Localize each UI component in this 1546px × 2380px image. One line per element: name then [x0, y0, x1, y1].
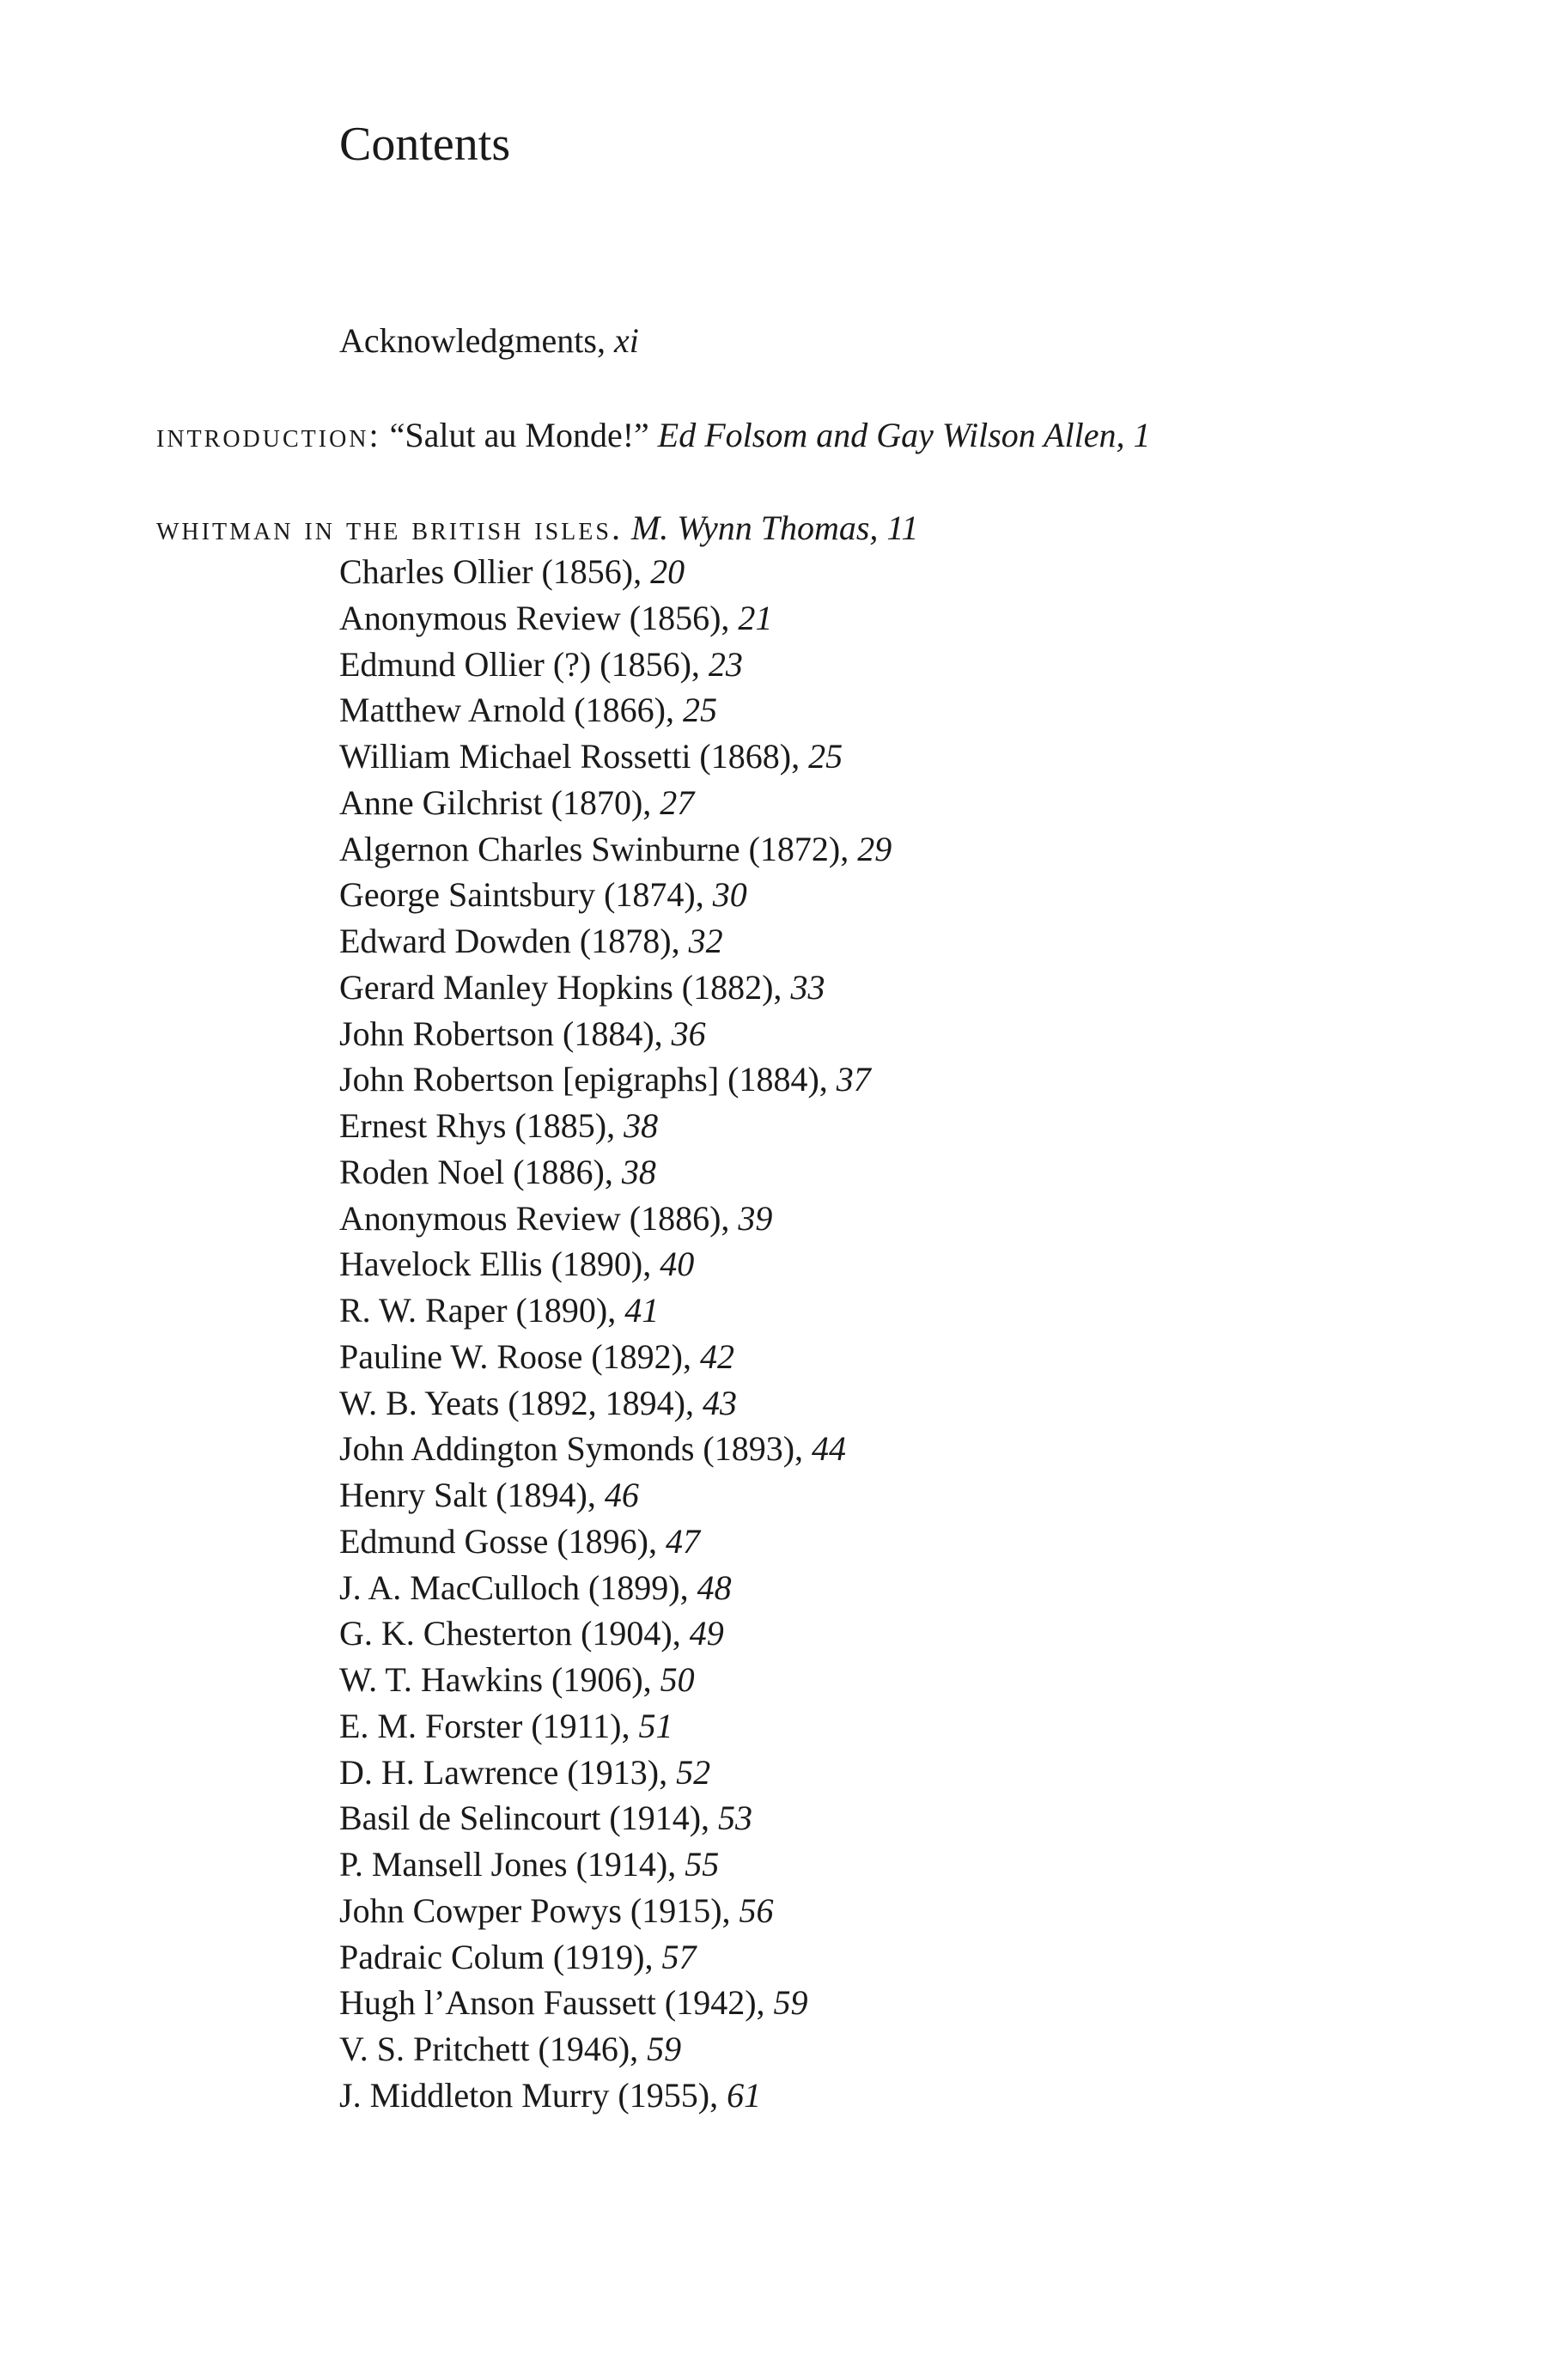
contents-entry: [339, 780, 892, 826]
contents-entry: [339, 1610, 892, 1657]
entry-text: J. Middleton Murry (1955),: [339, 2075, 719, 2115]
entry-text: Pauline W. Roose (1892),: [339, 1336, 691, 1376]
contents-entry: [339, 687, 892, 733]
entry-page: 57: [661, 1937, 697, 1976]
entry-text: Gerard Manley Hopkins (1882),: [339, 967, 782, 1007]
introduction-title: “Salut au Monde!”: [389, 416, 649, 454]
acknowledgments-page: xi: [613, 321, 639, 360]
contents-entry: [339, 642, 892, 688]
contents-entry: [339, 1703, 892, 1750]
entry-text: Charles Ollier (1856),: [339, 552, 642, 591]
entry-text: Hugh l’Anson Faussett (1942),: [339, 1983, 765, 2023]
introduction-authors: Ed Folsom and Gay Wilson Allen,: [657, 416, 1125, 454]
contents-entry: [339, 1980, 892, 2026]
contents-entry: [339, 1287, 892, 1334]
entry-page: 25: [808, 737, 843, 776]
entry-page: 46: [604, 1476, 639, 1514]
page-title: Contents: [339, 118, 511, 171]
entry-text: E. M. Forster (1911),: [339, 1706, 630, 1745]
section-page: 11: [886, 508, 919, 547]
entry-text: Padraic Colum (1919),: [339, 1937, 654, 1976]
contents-entry: [339, 1241, 892, 1287]
entry-page: 61: [727, 2075, 762, 2115]
contents-entry: [339, 1334, 892, 1380]
contents-entry: [339, 1657, 892, 1703]
entry-page: 56: [739, 1890, 774, 1930]
entry-text: Edward Dowden (1878),: [339, 922, 680, 960]
entry-text: Roden Noel (1886),: [339, 1152, 613, 1191]
entry-text: R. W. Raper (1890),: [339, 1291, 617, 1330]
introduction-page: 1: [1133, 416, 1151, 454]
entry-text: Edmund Gosse (1896),: [339, 1521, 657, 1561]
contents-entry: [339, 1565, 892, 1611]
contents-entry: [339, 965, 892, 1011]
entry-text: John Cowper Powys (1915),: [339, 1890, 731, 1930]
entry-text: Anonymous Review (1886),: [339, 1198, 730, 1238]
introduction-entry: [156, 418, 1150, 453]
entry-page: 37: [836, 1060, 871, 1099]
entry-page: 41: [624, 1291, 660, 1330]
entry-text: Havelock Ellis (1890),: [339, 1245, 652, 1284]
entry-page: 30: [712, 875, 747, 915]
contents-entry-list: [339, 549, 892, 2119]
contents-entry: [339, 1841, 892, 1888]
entry-page: 52: [676, 1752, 711, 1792]
entry-text: J. A. MacCulloch (1899),: [339, 1567, 689, 1607]
contents-entry: [339, 2073, 892, 2119]
section-label: whitman in the british isles.: [156, 508, 623, 547]
entry-text: William Michael Rossetti (1868),: [339, 737, 800, 776]
contents-entry: [339, 733, 892, 780]
entry-page: 51: [638, 1706, 673, 1745]
entry-page: 55: [685, 1845, 720, 1884]
contents-entry: [339, 2026, 892, 2073]
entry-page: 32: [688, 922, 723, 960]
contents-entry: [339, 1149, 892, 1196]
entry-page: 38: [624, 1106, 659, 1145]
contents-entry: [339, 1888, 892, 1934]
entry-text: John Robertson (1884),: [339, 1013, 663, 1053]
entry-page: 20: [650, 552, 685, 591]
contents-entry: [339, 595, 892, 642]
entry-page: 47: [665, 1521, 700, 1561]
contents-entry: [339, 1472, 892, 1519]
section-author: M. Wynn Thomas,: [630, 508, 879, 547]
entry-page: 59: [647, 2030, 682, 2068]
contents-entry: [339, 872, 892, 918]
entry-page: 42: [699, 1336, 734, 1376]
entry-page: 50: [660, 1660, 695, 1699]
entry-page: 38: [621, 1152, 656, 1191]
entry-page: 29: [857, 829, 892, 868]
entry-text: George Saintsbury (1874),: [339, 875, 704, 915]
entry-text: Henry Salt (1894),: [339, 1476, 596, 1514]
section-heading: [156, 508, 919, 547]
entry-page: 53: [718, 1799, 753, 1838]
acknowledgments-label: Acknowledgments,: [339, 321, 606, 360]
entry-page: 48: [697, 1567, 732, 1607]
entry-page: 25: [682, 691, 717, 730]
contents-entry: [339, 1934, 892, 1981]
entry-text: W. T. Hawkins (1906),: [339, 1660, 652, 1699]
entry-text: Ernest Rhys (1885),: [339, 1106, 616, 1145]
entry-page: 39: [738, 1198, 773, 1238]
acknowledgments-entry: [339, 321, 639, 360]
entry-text: Basil de Selincourt (1914),: [339, 1799, 710, 1838]
contents-entry: [339, 1103, 892, 1149]
introduction-label: introduction:: [156, 416, 381, 454]
entry-page: 44: [812, 1429, 847, 1469]
entry-page: 40: [660, 1245, 695, 1284]
contents-entry: [339, 1196, 892, 1242]
contents-entry: [339, 1795, 892, 1841]
contents-entry: [339, 1056, 892, 1103]
contents-entry: [339, 918, 892, 965]
entry-page: 23: [708, 644, 743, 684]
entry-page: 43: [703, 1383, 737, 1422]
contents-entry: [339, 1011, 892, 1057]
entry-page: 49: [689, 1614, 724, 1653]
contents-entry: [339, 1519, 892, 1565]
entry-text: Anonymous Review (1856),: [339, 598, 730, 637]
entry-page: 27: [660, 782, 695, 822]
entry-text: Algernon Charles Swinburne (1872),: [339, 829, 849, 868]
entry-text: P. Mansell Jones (1914),: [339, 1845, 677, 1884]
contents-entry: [339, 1750, 892, 1796]
entry-text: Edmund Ollier (?) (1856),: [339, 644, 700, 684]
entry-text: John Robertson [epigraphs] (1884),: [339, 1060, 828, 1099]
contents-entry: [339, 826, 892, 873]
entry-text: D. H. Lawrence (1913),: [339, 1752, 668, 1792]
entry-text: Anne Gilchrist (1870),: [339, 782, 652, 822]
entry-text: John Addington Symonds (1893),: [339, 1429, 804, 1469]
contents-entry: [339, 549, 892, 595]
entry-page: 59: [773, 1983, 808, 2023]
entry-page: 36: [671, 1013, 706, 1053]
contents-entry: [339, 1426, 892, 1472]
entry-text: Matthew Arnold (1866),: [339, 691, 674, 730]
entry-text: G. K. Chesterton (1904),: [339, 1614, 681, 1653]
entry-page: 21: [738, 598, 773, 637]
entry-page: 33: [790, 967, 825, 1007]
entry-text: V. S. Pritchett (1946),: [339, 2030, 639, 2068]
entry-text: W. B. Yeats (1892, 1894),: [339, 1383, 694, 1422]
contents-entry: [339, 1380, 892, 1427]
